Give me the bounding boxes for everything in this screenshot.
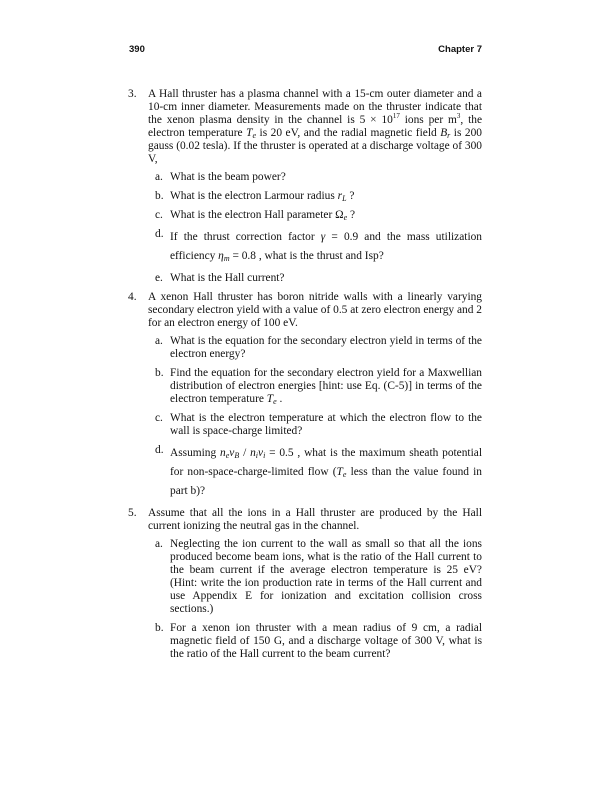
problem-part <box>128 335 482 361</box>
part-letter: b. <box>155 367 164 379</box>
problem-text <box>148 291 482 330</box>
text-segment: What is the electron temperature at which the electron flow to the wall is space-charge limited? <box>170 412 482 437</box>
text-segment: = 0.8 , what is the thrust and Isp? <box>229 250 384 262</box>
text-run: L <box>342 194 347 203</box>
superscript: 17 <box>392 112 400 120</box>
part-text <box>170 272 482 285</box>
text-segment: . <box>276 393 283 405</box>
text-run: γ <box>320 231 326 243</box>
part-text <box>170 228 482 266</box>
part-text <box>170 367 482 406</box>
part-text <box>170 335 482 361</box>
text-run: m <box>223 254 230 263</box>
text-segment: A xenon Hall thruster has boron nitride walls with a linearly varying secondary electron yield with a value of 0.5 at zero electron energy and 2 for an electron energy of 100 eV. <box>148 291 482 329</box>
text-segment: What is the electron Hall parameter Ω <box>170 209 344 221</box>
text-run: e <box>225 451 230 460</box>
part-text <box>170 444 482 501</box>
problem-4 <box>128 291 482 501</box>
problem-text <box>148 507 482 533</box>
text-run: i <box>263 451 266 460</box>
problem-parts <box>148 171 482 285</box>
text-run: n <box>250 447 256 459</box>
text-run: r <box>337 190 343 202</box>
text-segment: ions per m <box>399 114 457 126</box>
text-run: e <box>343 213 348 222</box>
text-segment: Assuming <box>170 447 221 459</box>
chapter-title: Chapter 7 <box>438 44 482 55</box>
part-text <box>170 190 482 203</box>
problem-5 <box>128 507 482 661</box>
problem-list <box>128 88 482 667</box>
problem-parts <box>148 538 482 661</box>
part-letter: b. <box>155 190 164 202</box>
text-run: η <box>218 250 224 262</box>
part-letter: d. <box>155 228 164 240</box>
text-run: B <box>234 451 240 460</box>
problem-text <box>148 88 482 166</box>
text-run: e <box>273 397 277 406</box>
text-run: T <box>336 466 343 478</box>
problem-parts <box>148 335 482 501</box>
problem-part <box>128 622 482 661</box>
part-text <box>170 622 482 661</box>
problem-3 <box>128 88 482 285</box>
text-run: r <box>447 131 451 140</box>
problem-part <box>128 412 482 438</box>
superscript: 3 <box>456 112 461 120</box>
part-letter: c. <box>155 412 163 424</box>
text-segment: Assume that all the ions in a Hall thruster are produced by the Hall current ionizing the neutral gas in the channel. <box>148 507 482 532</box>
text-segment: Find the equation for the secondary electron yield for a Maxwellian distribution of electron energies [hint: use Eq. (C-5)] in terms of the electron temperature <box>170 367 482 405</box>
problem-number: 5. <box>128 507 137 519</box>
text-run: v <box>258 447 264 459</box>
part-text <box>170 171 482 184</box>
part-letter: e. <box>155 272 163 284</box>
part-text <box>170 538 482 616</box>
problem-part <box>128 367 482 406</box>
problem-part <box>128 538 482 616</box>
text-segment: = 0.5 , what is the maximum sheath potential for non-space-charge-limited flow ( <box>170 447 482 478</box>
text-segment: ? <box>347 209 356 221</box>
text-run: e <box>252 131 257 140</box>
problem-number: 3. <box>128 88 137 100</box>
part-text <box>170 209 482 222</box>
text-segment: is 200 gauss (0.02 tesla). If the thruster is operated at a discharge voltage of 300 V, <box>148 127 482 165</box>
problem-part <box>128 272 482 285</box>
text-segment: Neglecting the ion current to the wall as small so that all the ions produced become beam ions, what is the ratio of the Hall current to the beam current if the average electron temperature is 25 eV? (Hint: write the ion production rate in terms of the Hall current and use Appendix E for ionization and excitation collision cross sections.) <box>170 538 482 615</box>
text-run: T <box>266 393 274 405</box>
part-letter: b. <box>155 622 164 634</box>
text-segment: What is the equation for the secondary electron yield in terms of the electron energy? <box>170 335 482 360</box>
part-text <box>170 412 482 438</box>
text-segment: What is the Hall current? <box>170 272 285 284</box>
text-run: e <box>342 470 347 479</box>
text-segment: , the electron temperature <box>148 114 483 139</box>
part-letter: a. <box>155 335 163 347</box>
text-run: i <box>255 451 258 460</box>
text-run: v <box>229 447 235 459</box>
problem-part <box>128 228 482 266</box>
text-segment: / <box>239 447 251 459</box>
problem-part <box>128 190 482 203</box>
text-segment: For a xenon ion thruster with a mean radius of 9 cm, a radial magnetic field of 150 G, and a discharge voltage of 300 V, what is the ratio of the Hall current to the beam current? <box>170 622 482 660</box>
problem-part <box>128 209 482 222</box>
text-run: B <box>440 127 448 139</box>
text-segment: = 0.9 and the mass utilization efficiency <box>170 231 482 262</box>
problem-part <box>128 444 482 501</box>
page-number: 390 <box>129 44 145 55</box>
text-segment: What is the beam power? <box>170 171 286 183</box>
part-letter: d. <box>155 444 164 456</box>
text-segment: What is the electron Larmour radius <box>170 190 338 202</box>
part-letter: c. <box>155 209 163 221</box>
text-segment: ? <box>346 190 355 202</box>
problem-part <box>128 171 482 184</box>
part-letter: a. <box>155 171 163 183</box>
text-segment: If the thrust correction factor <box>170 231 321 243</box>
text-run: n <box>220 447 226 459</box>
text-segment: A Hall thruster has a plasma channel with a 15-cm outer diameter and a 10-cm inner diameter. Measurements made on the thruster indicate that the xenon plasma density in the channel is 5 × 10 <box>148 88 482 126</box>
part-letter: a. <box>155 538 163 550</box>
text-run: T <box>246 127 253 139</box>
text-segment: less than the value found in part b)? <box>170 466 482 497</box>
text-segment: is 20 eV, and the radial magnetic field <box>256 127 441 139</box>
problem-number: 4. <box>128 291 137 303</box>
